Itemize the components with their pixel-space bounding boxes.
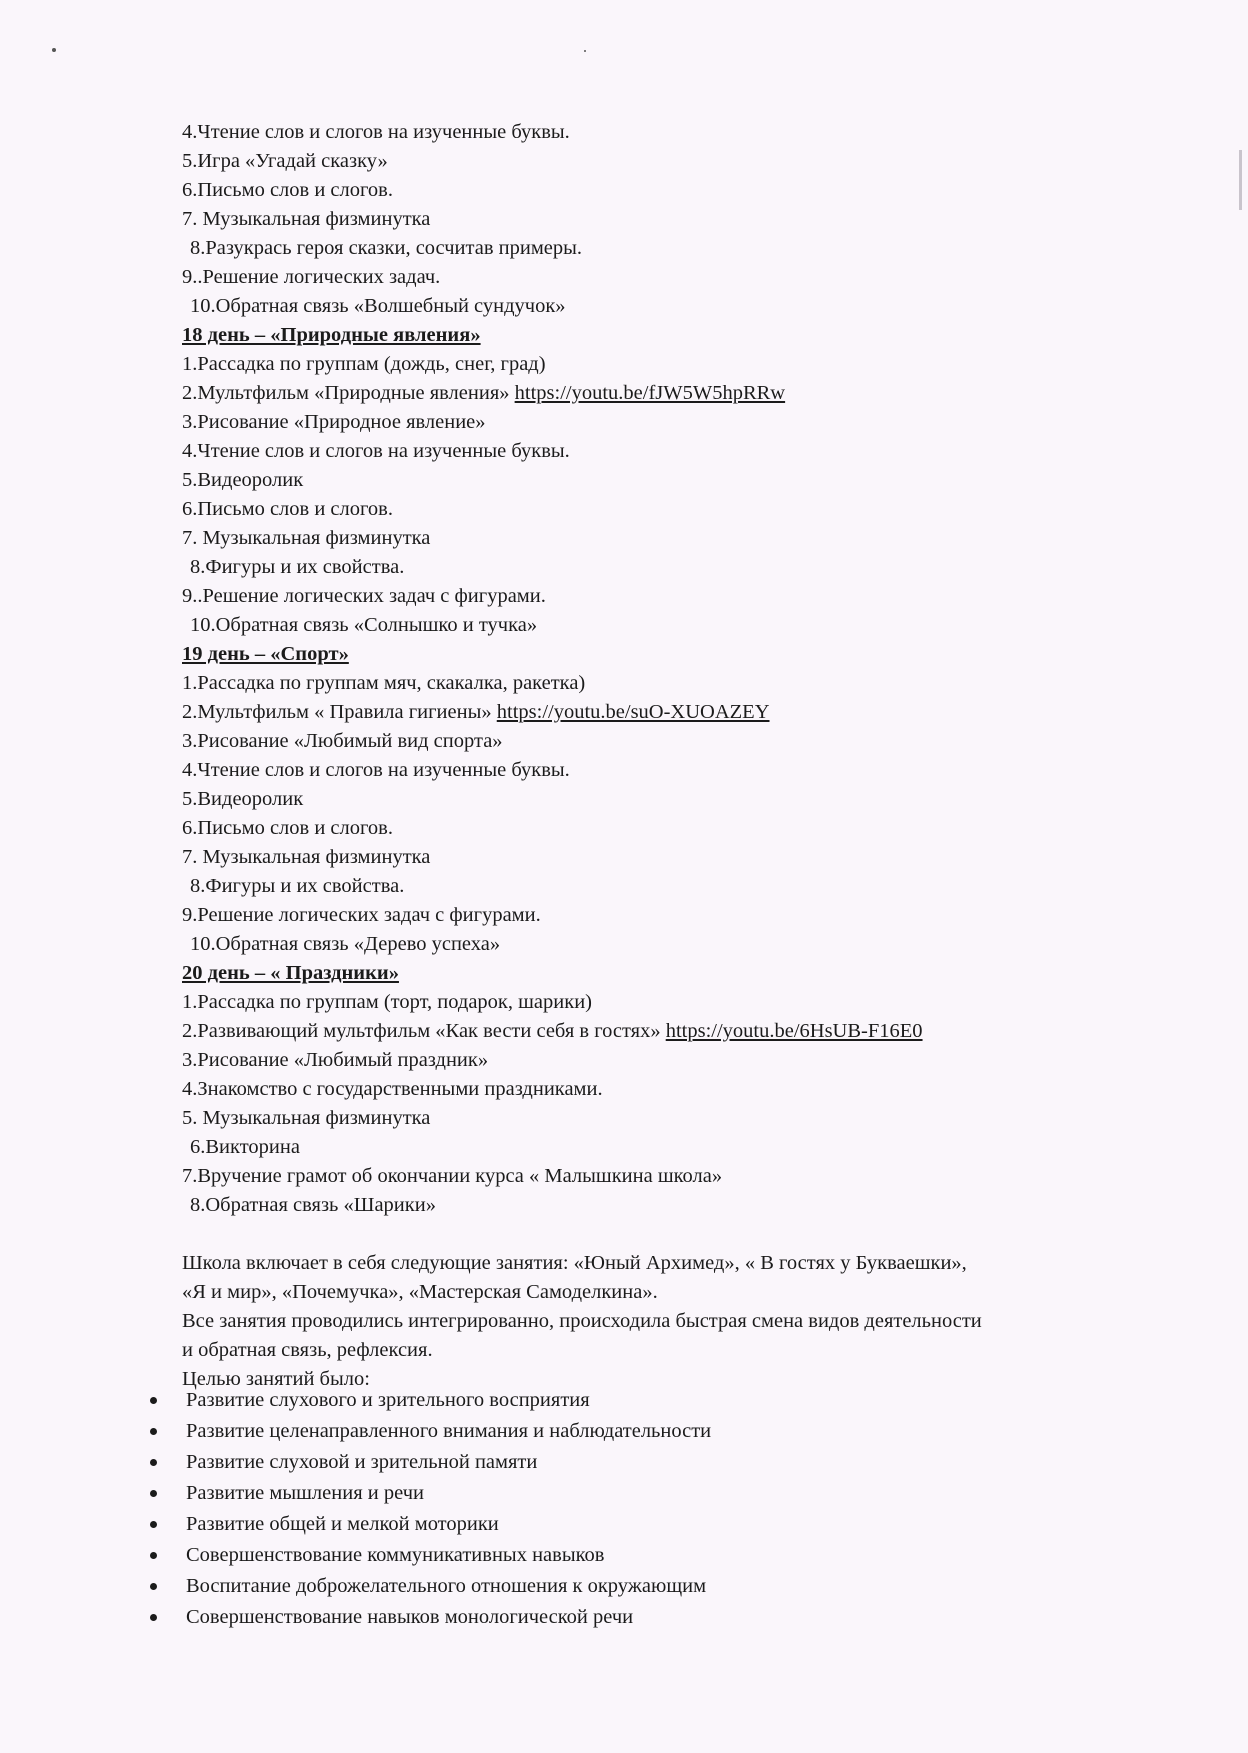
list-item: 5.Игра «Угадай сказку» — [182, 150, 388, 172]
paragraph-line: Целью занятий было: — [182, 1368, 370, 1390]
video-link[interactable]: https://youtu.be/fJW5W5hpRRw — [514, 382, 786, 404]
list-item: 3.Рисование «Природное явление» — [182, 411, 486, 433]
list-item: 7. Музыкальная физминутка — [182, 527, 431, 549]
list-item: 6.Письмо слов и слогов. — [182, 179, 393, 201]
bullet-item: Развитие общей и мелкой моторики — [150, 1509, 711, 1540]
list-item: 5.Видеоролик — [182, 788, 304, 810]
list-item: 5. Музыкальная физминутка — [182, 1107, 431, 1129]
list-item: 6.Письмо слов и слогов. — [182, 498, 393, 520]
list-item: 10.Обратная связь «Дерево успеха» — [190, 933, 501, 955]
list-item: 9..Решение логических задач. — [182, 266, 441, 288]
paragraph-line: и обратная связь, рефлексия. — [182, 1339, 433, 1361]
list-item-text: 2.Мультфильм « Правила гигиены» — [182, 701, 497, 723]
bullet-item: Развитие слуховой и зрительной памяти — [150, 1447, 711, 1478]
list-item: 7.Вручение грамот об окончании курса « Малышкина школа» — [182, 1165, 723, 1187]
day-20-heading: 20 день – « Праздники» — [182, 962, 399, 984]
list-item: 5.Видеоролик — [182, 469, 304, 491]
video-link[interactable]: https://youtu.be/6HsUB-F16E0 — [665, 1020, 923, 1042]
list-item: 7. Музыкальная физминутка — [182, 208, 431, 230]
list-item: 3.Рисование «Любимый праздник» — [182, 1049, 489, 1071]
paragraph-line: «Я и мир», «Почемучка», «Мастерская Самоделкина». — [182, 1281, 658, 1303]
paragraph-line: Все занятия проводились интегрированно, происходила быстрая смена видов деятельности — [182, 1310, 982, 1332]
list-item-text: 2.Мультфильм «Природные явления» — [182, 382, 515, 404]
bullet-item: Развитие слухового и зрительного восприятия — [150, 1385, 711, 1416]
list-item — [182, 1017, 1182, 1046]
list-item: 6.Викторина — [190, 1136, 300, 1158]
summary-paragraph — [182, 1249, 1182, 1394]
list-item: 4.Чтение слов и слогов на изученные буквы. — [182, 759, 570, 781]
list-item: 4.Знакомство с государственными праздниками. — [182, 1078, 603, 1100]
list-item: 8.Обратная связь «Шарики» — [190, 1194, 436, 1216]
day-18-heading: 18 день – «Природные явления» — [182, 324, 481, 346]
list-item: 8.Разукрась героя сказки, сосчитав примеры. — [190, 237, 583, 259]
list-item — [182, 698, 1182, 727]
bullet-item: Совершенствование коммуникативных навыков — [150, 1540, 711, 1571]
list-item: 7. Музыкальная физминутка — [182, 846, 431, 868]
list-item: 8.Фигуры и их свойства. — [190, 875, 405, 897]
bullet-item: Воспитание доброжелательного отношения к окружающим — [150, 1571, 711, 1602]
bullet-item: Совершенствование навыков монологической речи — [150, 1602, 711, 1633]
list-item: 4.Чтение слов и слогов на изученные буквы. — [182, 121, 570, 143]
scan-speck — [52, 48, 56, 52]
list-item: 1.Рассадка по группам мяч, скакалка, ракетка) — [182, 672, 586, 694]
list-item: 8.Фигуры и их свойства. — [190, 556, 405, 578]
list-item — [182, 379, 1182, 408]
goals-list — [150, 1385, 711, 1633]
list-item-text: 2.Развивающий мультфильм «Как вести себя в гостях» — [182, 1020, 666, 1042]
program-content — [182, 118, 1182, 1394]
video-link[interactable]: https://youtu.be/suO-XUOAZEY — [496, 701, 770, 723]
list-item: 3.Рисование «Любимый вид спорта» — [182, 730, 503, 752]
day-19-heading: 19 день – «Спорт» — [182, 643, 349, 665]
list-item: 1.Рассадка по группам (дождь, снег, град) — [182, 353, 546, 375]
list-item: 10.Обратная связь «Солнышко и тучка» — [190, 614, 538, 636]
list-item: 9..Решение логических задач с фигурами. — [182, 585, 546, 607]
list-item: 10.Обратная связь «Волшебный сундучок» — [190, 295, 566, 317]
scan-speck — [584, 50, 586, 52]
scan-edge — [1239, 150, 1242, 210]
bullet-item: Развитие мышления и речи — [150, 1478, 711, 1509]
bullet-item: Развитие целенаправленного внимания и наблюдательности — [150, 1416, 711, 1447]
list-item: 6.Письмо слов и слогов. — [182, 817, 393, 839]
list-item: 9.Решение логических задач с фигурами. — [182, 904, 541, 926]
list-item: 1.Рассадка по группам (торт, подарок, шарики) — [182, 991, 592, 1013]
list-item: 4.Чтение слов и слогов на изученные буквы. — [182, 440, 570, 462]
paragraph-line: Школа включает в себя следующие занятия: «Юный Архимед», « В гостях у Букваешки», — [182, 1252, 967, 1274]
